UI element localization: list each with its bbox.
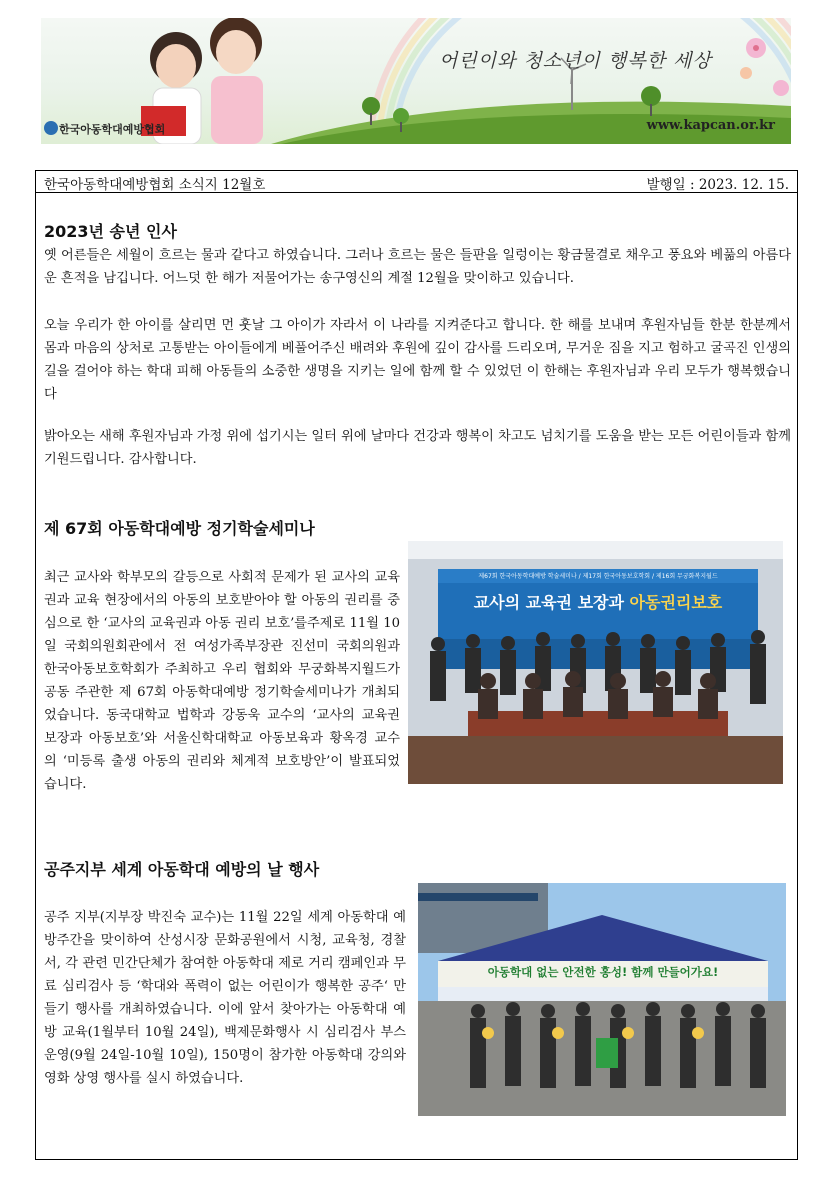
seminar-banner-title [442, 590, 754, 613]
gongju-photo [418, 883, 786, 1116]
banner-url[interactable]: www.kapcan.or.kr [646, 118, 775, 133]
newsletter-frame [35, 170, 798, 1160]
seminar-body: 최근 교사와 학부모의 갈등으로 사회적 문제가 된 교사의 교육권과 교육 현장에서의 아동의 보호받아야 할 아동의 권리를 중심으로 한 ‘교사의 교육권과 아동 권리 보호’를주제로 11월 10일 국회의원회관에서 전 여성가족부장관 진선미 국회의원과 한국아동보호학회가 주최하고 우리 협회와 무궁화복지월드가 공동 주관한 제 67회 아동학대예방 정기학술세미나가 개최되었습니다. 동국대학교 법학과 강동욱 교수의 ‘교사의 교육권 보장과 아동보호’와 서울신학대학교 아동보육과 황옥경 교수의 ‘미등록 출생 아동의 권리와 체계적 보호방안’이 발표되었습니다. [44, 570, 400, 792]
banner-slogan: 어린이와 청소년이 행복한 세상 [439, 50, 712, 72]
greeting-paragraph-1: 옛 어른들은 세월이 흐르는 물과 같다고 하였습니다. 그러나 흐르는 물은 들판을 일렁이는 황금물결로 채우고 풍요와 베풂의 아름다운 흔적을 남깁니다. 어느덧 한 해가 저물어가는 송구영신의 계절 12월을 맞이하고 있습니다. [44, 248, 791, 286]
greeting-title: 2023년 송년 인사 [44, 222, 177, 241]
seminar-banner-title-part2: 아동권리보호 [629, 593, 723, 612]
gongju-title: 공주지부 세계 아동학대 예방의 날 행사 [44, 860, 320, 879]
seminar-photo [408, 541, 783, 784]
gongju-photo-scene [418, 883, 786, 1116]
banner-org-name: 한국아동학대예방협회 [59, 123, 166, 136]
newsletter-header [36, 171, 797, 193]
header-banner [41, 18, 791, 144]
tent-banner-text: 아동학대 없는 안전한 홍성! 함께 만들어가요! [487, 965, 719, 979]
seminar-title: 제 67회 아동학대예방 정기학술세미나 [44, 519, 315, 538]
greeting-paragraph-2: 오늘 우리가 한 아이를 살리면 먼 훗날 그 아이가 자라서 이 나라를 지켜준다고 합니다. 한 해를 보내며 후원자님들 한분 한분께서 몸과 마음의 상처로 고통받는 아이들에게 베풀어주신 배려와 후원에 깊이 감사를 드리오며, 무거운 짐을 지고 험하고 굴곡진 인생의 길을 걸어야 하는 학대 피해 아동들의 소중한 생명을 지키는 일에 함께 할 수 있었던 이 한해는 후원자님과 우리 모두가 행복했습니다 [44, 318, 791, 402]
gongju-body: 공주 지부(지부장 박진숙 교수)는 11월 22일 세계 아동학대 예방주간을 맞이하여 산성시장 문화공원에서 시청, 교육청, 경찰서, 각 관련 민간단체가 참여한 아동학대 제로 거리 캠페인과 무료 심리검사 등 ‘학대와 폭력이 없는 어린이가 행복한 공주‘ 만들기 행사를 개최하였습니다. 이에 앞서 찾아가는 아동학대 예방 교육(1월부터 10월 24일), 백제문화행사 시 심리검사 부스 운영(9월 24일-10월 10일), 150명이 참가한 아동학대 강의와 영화 상영 행사를 실시 하였습니다. [44, 910, 406, 1086]
seminar-banner-title-part1: 교사의 교육권 보장과 [473, 593, 624, 612]
newsletter-title: 한국아동학대예방협회 소식지 12월호 [44, 177, 266, 193]
greeting-paragraph-3: 밝아오는 새해 후원자님과 가정 위에 섭기시는 일터 위에 날마다 건강과 행복이 차고도 넘치기를 도움을 받는 모든 어린이들과 함께 기원드립니다. 감사합니다. [44, 429, 791, 467]
publish-date: 발행일 : 2023. 12. 15. [646, 177, 789, 193]
seminar-banner-subtitle: 제67회 한국아동학대예방 학술세미나 / 제17회 한국아동보호학회 / 제16회 무궁화복지월드 [478, 573, 718, 580]
